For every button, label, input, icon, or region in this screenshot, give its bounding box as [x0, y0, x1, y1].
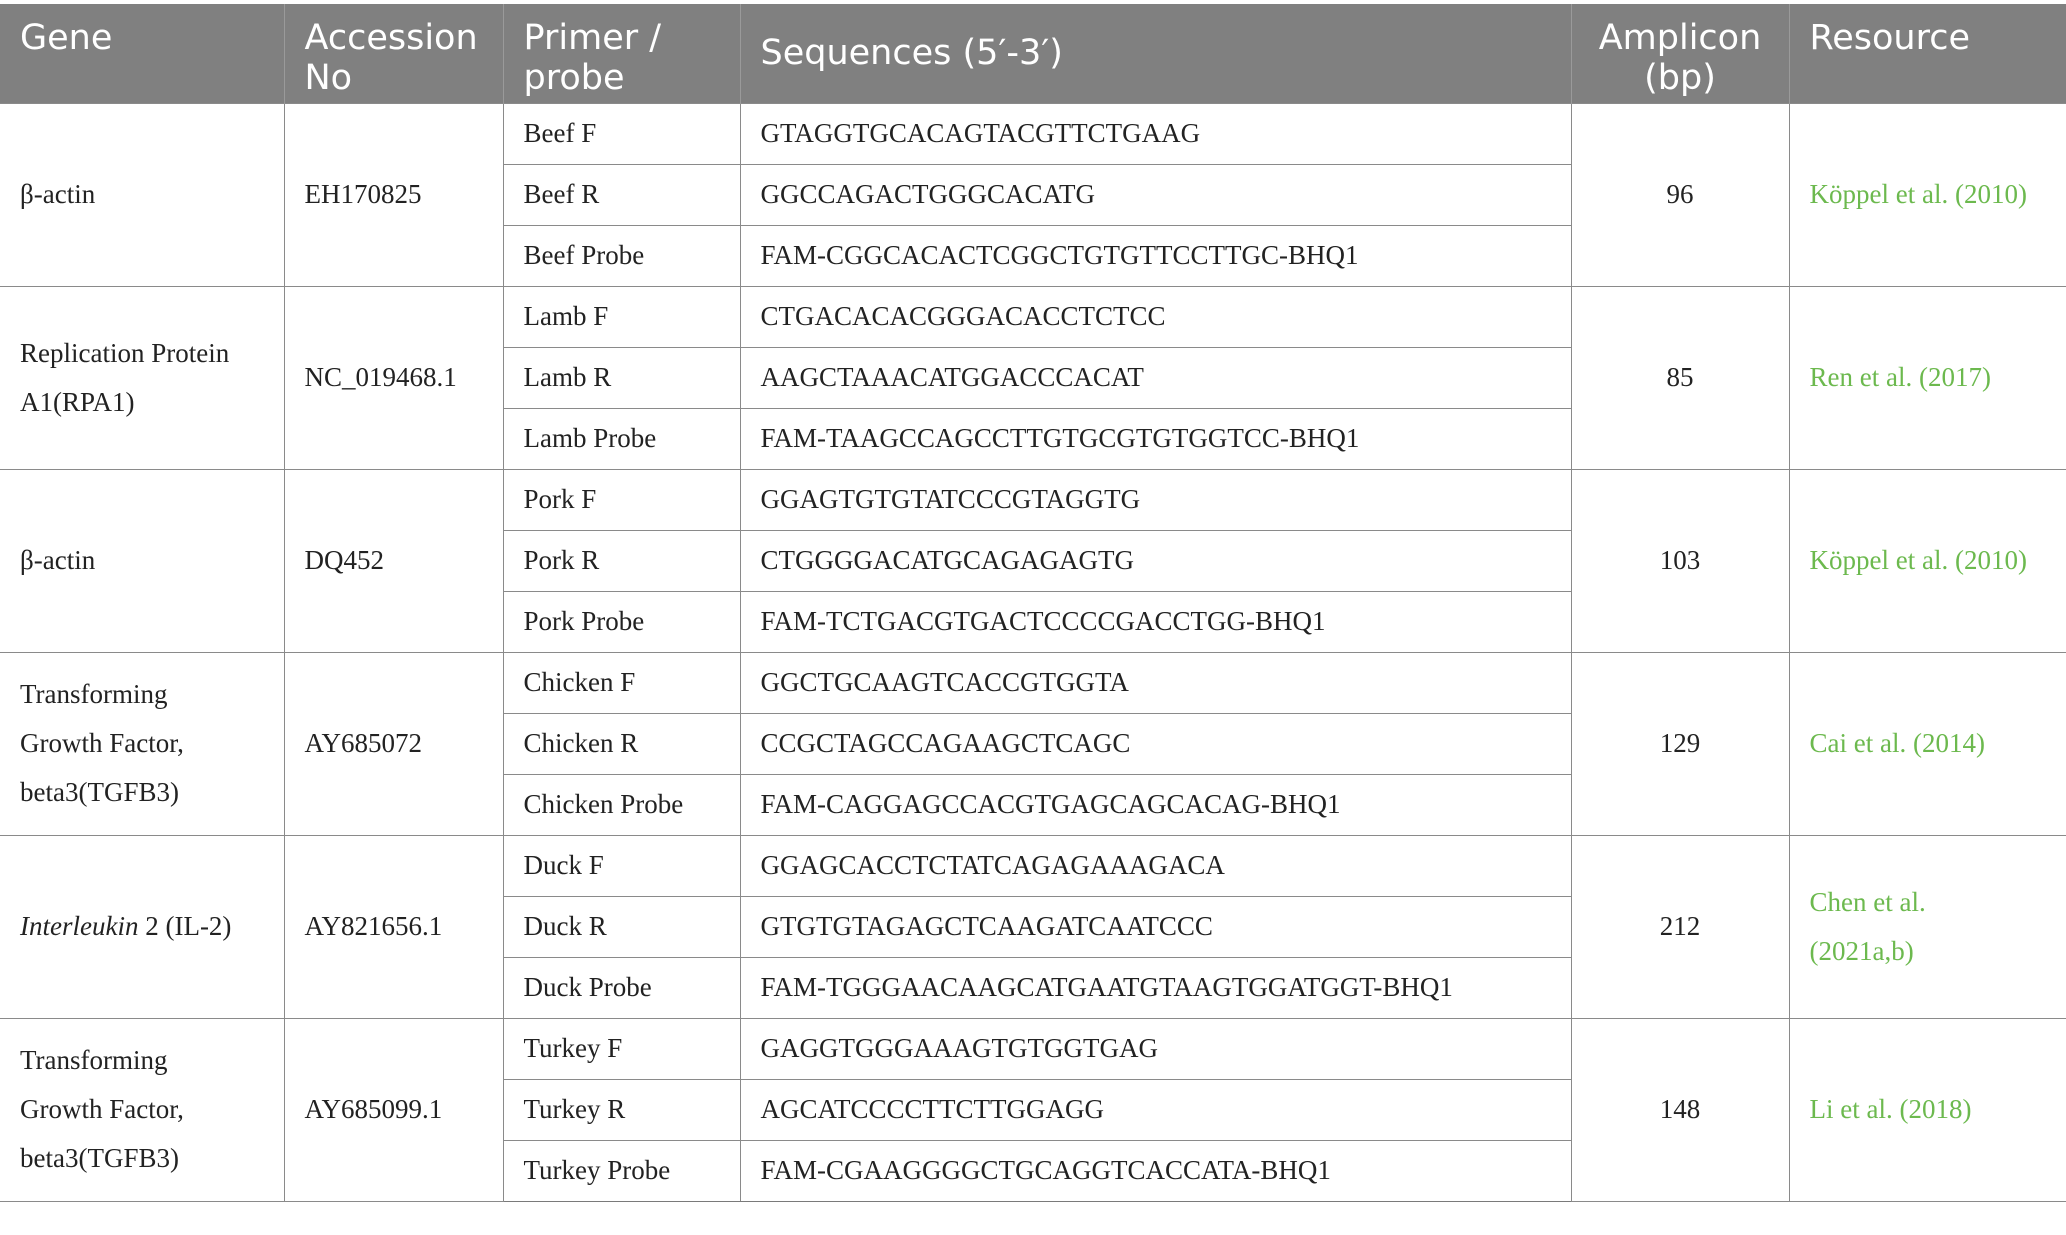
reference-link[interactable]: Ren et al. (2017) — [1789, 286, 2066, 469]
primer-cell: Lamb Probe — [503, 408, 740, 469]
amplicon-cell: 96 — [1571, 103, 1789, 286]
primer-cell: Turkey F — [503, 1018, 740, 1079]
accession-cell: AY685072 — [284, 652, 503, 835]
sequence-cell: FAM-CGAAGGGGCTGCAGGTCACCATA-BHQ1 — [740, 1140, 1571, 1201]
reference-link[interactable]: Köppel et al. (2010) — [1789, 469, 2066, 652]
gene-cell — [0, 103, 284, 286]
accession-cell: EH170825 — [284, 103, 503, 286]
amplicon-cell: 212 — [1571, 835, 1789, 1018]
table-header-row — [0, 4, 2066, 103]
sequence-cell: GGAGCACCTCTATCAGAGAAAGACA — [740, 835, 1571, 896]
gene-name-rest: 2 (IL-2) — [138, 911, 232, 941]
primer-cell: Turkey R — [503, 1079, 740, 1140]
primer-table-container — [0, 4, 2066, 1202]
gene-cell — [0, 1018, 284, 1201]
table-row — [0, 103, 2066, 164]
sequence-cell: FAM-CAGGAGCCACGTGAGCAGCACAG-BHQ1 — [740, 774, 1571, 835]
reference-line[interactable]: Chen et al. — [1809, 886, 1926, 917]
gene-name-line: beta3(TGFB3) — [20, 1143, 179, 1173]
primer-cell: Pork R — [503, 530, 740, 591]
sequence-cell: GAGGTGGGAAAGTGTGGTGAG — [740, 1018, 1571, 1079]
gene-name-line: β-actin — [20, 545, 96, 575]
sequence-cell: CCGCTAGCCAGAAGCTCAGC — [740, 713, 1571, 774]
header-gene: Gene — [0, 4, 284, 103]
primer-cell: Beef Probe — [503, 225, 740, 286]
sequence-cell: AGCATCCCCTTCTTGGAGG — [740, 1079, 1571, 1140]
table-row — [0, 835, 2066, 896]
gene-name-line: β-actin — [20, 179, 96, 209]
primer-cell: Pork Probe — [503, 591, 740, 652]
sequence-cell: AAGCTAAACATGGACCCACAT — [740, 347, 1571, 408]
primer-cell: Chicken F — [503, 652, 740, 713]
gene-name-line: Replication Protein — [20, 337, 230, 368]
sequence-cell: CTGACACACGGGACACCTCTCC — [740, 286, 1571, 347]
accession-cell: NC_019468.1 — [284, 286, 503, 469]
gene-cell — [0, 286, 284, 469]
primer-cell: Turkey Probe — [503, 1140, 740, 1201]
primer-cell: Pork F — [503, 469, 740, 530]
table-row — [0, 469, 2066, 530]
sequence-cell: CTGGGGACATGCAGAGAGTG — [740, 530, 1571, 591]
sequence-cell: GGCTGCAAGTCACCGTGGTA — [740, 652, 1571, 713]
gene-name-line: Transforming — [20, 1045, 168, 1075]
accession-cell: AY821656.1 — [284, 835, 503, 1018]
sequence-cell: GTGTGTAGAGCTCAAGATCAATCCC — [740, 896, 1571, 957]
primer-cell: Duck Probe — [503, 957, 740, 1018]
amplicon-cell: 148 — [1571, 1018, 1789, 1201]
accession-cell: DQ452 — [284, 469, 503, 652]
header-sequences: Sequences (5′-3′) — [740, 4, 1571, 103]
header-accession: Accession No — [284, 4, 503, 103]
amplicon-cell: 103 — [1571, 469, 1789, 652]
sequence-cell: FAM-TCTGACGTGACTCCCCGACCTGG-BHQ1 — [740, 591, 1571, 652]
amplicon-cell: 85 — [1571, 286, 1789, 469]
primer-cell: Chicken R — [503, 713, 740, 774]
primer-cell: Lamb R — [503, 347, 740, 408]
table-row — [0, 1018, 2066, 1079]
gene-cell — [0, 835, 284, 1018]
gene-name-line: Transforming — [20, 679, 168, 709]
reference-link[interactable]: Cai et al. (2014) — [1789, 652, 2066, 835]
sequence-cell: FAM-CGGCACACTCGGCTGTGTTCCTTGC-BHQ1 — [740, 225, 1571, 286]
table-body — [0, 103, 2066, 1201]
gene-name-line: Growth Factor, — [20, 728, 184, 758]
sequence-cell: FAM-TGGGAACAAGCATGAATGTAAGTGGATGGT-BHQ1 — [740, 957, 1571, 1018]
gene-name-line: beta3(TGFB3) — [20, 777, 179, 807]
primer-cell: Duck R — [503, 896, 740, 957]
gene-name-italic: Interleukin — [20, 911, 139, 941]
header-amplicon: Amplicon (bp) — [1571, 4, 1789, 103]
gene-name-line: A1(RPA1) — [20, 386, 135, 417]
table-row — [0, 652, 2066, 713]
table-row — [0, 286, 2066, 347]
header-primer: Primer / probe — [503, 4, 740, 103]
header-resource: Resource — [1789, 4, 2066, 103]
gene-cell — [0, 652, 284, 835]
primer-cell: Chicken Probe — [503, 774, 740, 835]
sequence-cell: FAM-TAAGCCAGCCTTGTGCGTGTGGTCC-BHQ1 — [740, 408, 1571, 469]
sequence-cell: GTAGGTGCACAGTACGTTCTGAAG — [740, 103, 1571, 164]
accession-cell: AY685099.1 — [284, 1018, 503, 1201]
reference-line[interactable]: (2021a,b) — [1809, 935, 1914, 966]
sequence-cell: GGAGTGTGTATCCCGTAGGTG — [740, 469, 1571, 530]
gene-cell — [0, 469, 284, 652]
reference-link[interactable]: Köppel et al. (2010) — [1789, 103, 2066, 286]
reference-link[interactable]: Li et al. (2018) — [1789, 1018, 2066, 1201]
primer-cell: Lamb F — [503, 286, 740, 347]
amplicon-cell: 129 — [1571, 652, 1789, 835]
primer-cell: Beef F — [503, 103, 740, 164]
sequence-cell: GGCCAGACTGGGCACATG — [740, 164, 1571, 225]
reference-link[interactable] — [1789, 835, 2066, 1018]
primer-table — [0, 4, 2066, 1202]
primer-cell: Beef R — [503, 164, 740, 225]
primer-cell: Duck F — [503, 835, 740, 896]
gene-name-line: Growth Factor, — [20, 1094, 184, 1124]
